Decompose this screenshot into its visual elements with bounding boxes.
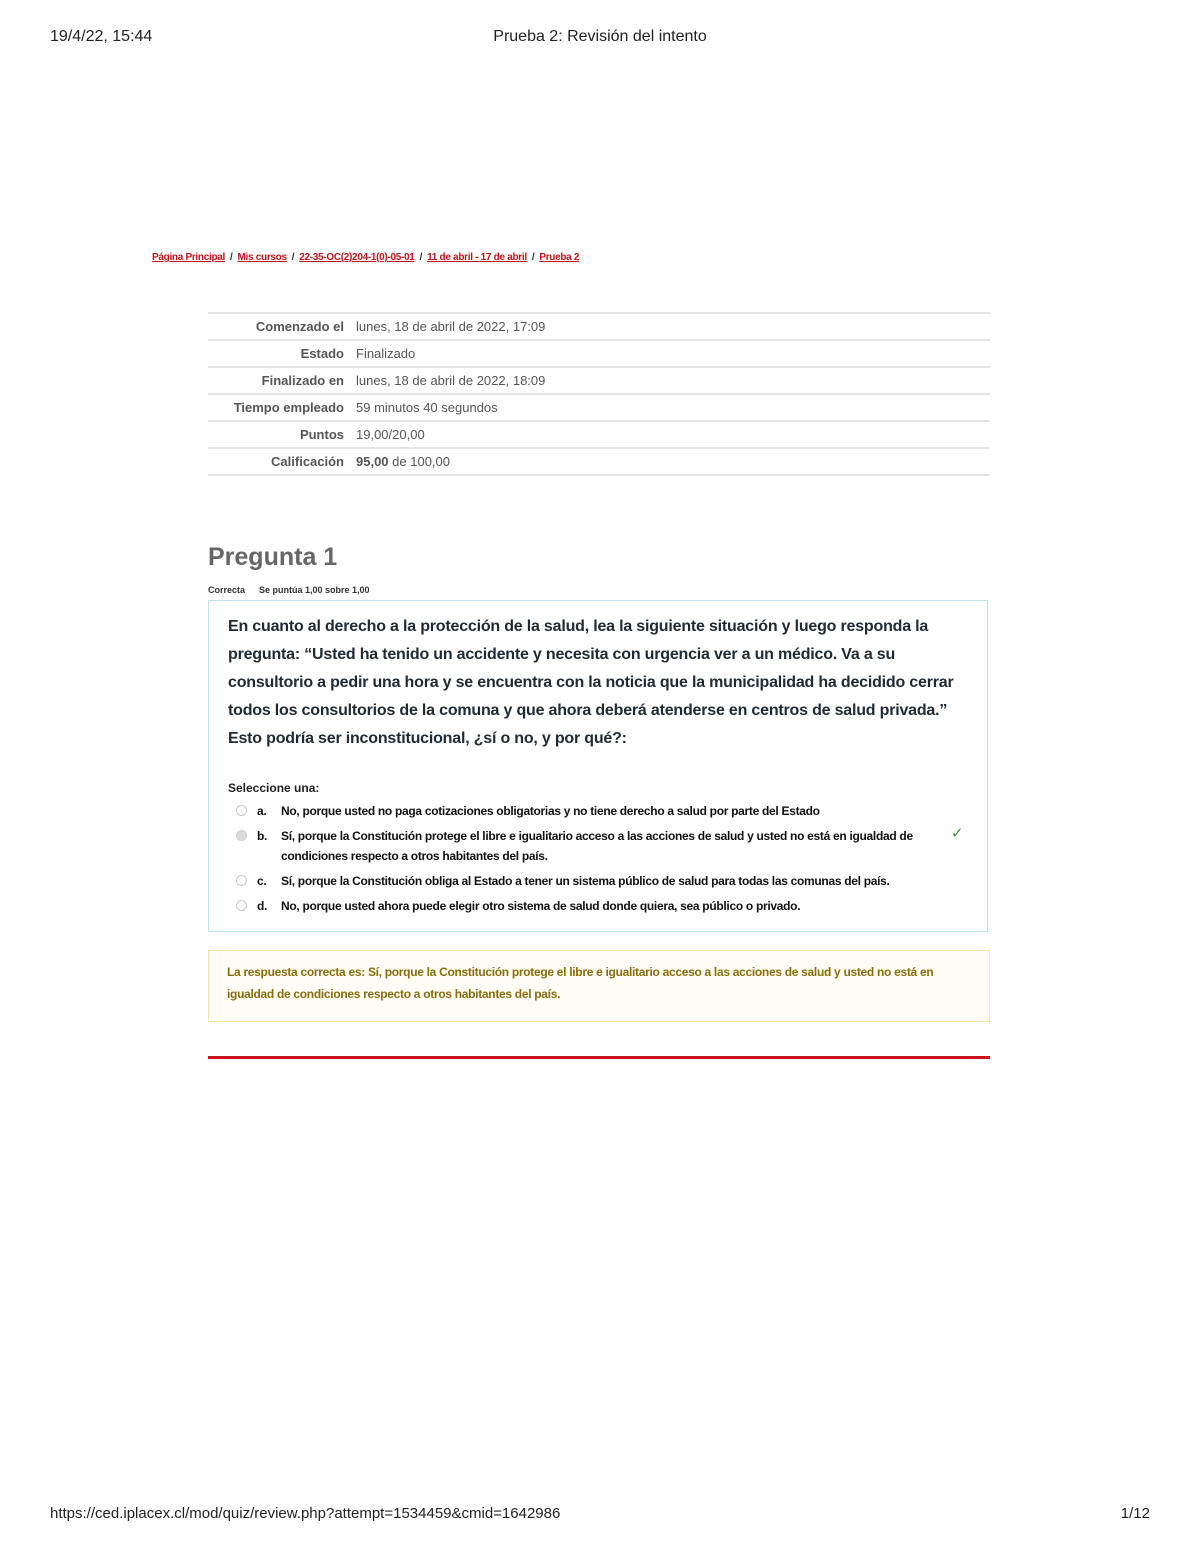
grade-score: 95,00 (356, 454, 389, 469)
breadcrumb-separator: / (419, 252, 423, 263)
section-divider (208, 1056, 990, 1059)
question-grade: Se puntúa 1,00 sobre 1,00 (259, 585, 370, 595)
print-url: https://ced.iplacex.cl/mod/quiz/review.php?attempt=1534459&cmid=1642986 (50, 1505, 561, 1522)
print-datetime: 19/4/22, 15:44 (50, 28, 153, 45)
summary-label: Estado (208, 340, 350, 367)
answer-letter: d. (257, 899, 268, 913)
question-box (208, 600, 988, 932)
check-icon: ✓ (951, 825, 964, 842)
answer-option-c[interactable] (233, 871, 973, 891)
answer-option-b[interactable] (233, 826, 973, 866)
breadcrumb-separator: / (291, 252, 295, 263)
question-state: Correcta (208, 585, 246, 595)
question-title: Pregunta 1 (208, 543, 338, 571)
answer-option-a[interactable] (233, 801, 973, 821)
summary-value (350, 448, 990, 475)
question-info (208, 585, 370, 595)
summary-value: Finalizado (350, 340, 990, 367)
breadcrumb-course[interactable]: 22-35-OC(2)204-1(0)-05-01 (299, 252, 415, 263)
summary-value: 59 minutos 40 segundos (350, 394, 990, 421)
summary-label: Comenzado el (208, 313, 350, 340)
summary-row-state (208, 340, 990, 367)
print-footer (50, 1505, 1150, 1529)
summary-label: Puntos (208, 421, 350, 448)
correct-answer-feedback (208, 950, 990, 1022)
attempt-summary-table (208, 312, 990, 476)
radio-button[interactable] (236, 875, 247, 886)
answer-letter: b. (257, 829, 268, 843)
question-text: En cuanto al derecho a la protección de la salud, lea la siguiente situación y luego responda la pregunta: “Usted ha tenido un accidente y necesita con urgencia ver a un médico. Va a su consultorio a pedir una hora y se encuentra con la noticia que la municipalidad ha decidido cerrar todos los consultorios de la comuna y que ahora deberá atenderse en centros de salud privada.” Esto podría ser inconstitucional, ¿sí o no, y por qué?: (228, 618, 954, 747)
breadcrumb-quiz[interactable]: Prueba 2 (539, 252, 580, 263)
summary-value: lunes, 18 de abril de 2022, 18:09 (350, 367, 990, 394)
answer-letter: a. (257, 804, 267, 818)
radio-button-selected[interactable] (236, 830, 247, 841)
radio-button[interactable] (236, 805, 247, 816)
select-prompt: Seleccione una: (228, 781, 320, 795)
breadcrumb (152, 252, 852, 263)
summary-row-grade (208, 448, 990, 475)
answer-text: No, porque usted ahora puede elegir otro sistema de salud donde quiera, sea público o privado. (281, 899, 801, 913)
breadcrumb-home[interactable]: Página Principal (152, 252, 226, 263)
breadcrumb-separator: / (230, 252, 233, 263)
print-header (50, 28, 1150, 52)
summary-value: lunes, 18 de abril de 2022, 17:09 (350, 313, 990, 340)
summary-label: Finalizado en (208, 367, 350, 394)
feedback-text: La respuesta correcta es: Sí, porque la Constitución protege el libre e igualitario acceso a las acciones de salud y usted no está en igualdad de condiciones respecto a otros habitantes del país. (227, 965, 934, 1001)
radio-button[interactable] (236, 900, 247, 911)
summary-row-marks (208, 421, 990, 448)
print-page-title: Prueba 2: Revisión del intento (493, 28, 707, 45)
answer-letter: c. (257, 874, 267, 888)
grade-out-of: de 100,00 (388, 454, 450, 469)
answer-text: Sí, porque la Constitución protege el libre e igualitario acceso a las acciones de salud y usted no está en igualdad de condiciones respecto a otros habitantes del país. (281, 829, 913, 863)
answer-text: No, porque usted no paga cotizaciones obligatorias y no tiene derecho a salud por parte del Estado (281, 804, 820, 818)
summary-row-time-taken (208, 394, 990, 421)
answer-list (233, 801, 973, 921)
breadcrumb-week[interactable]: 11 de abril - 17 de abril (427, 252, 527, 263)
summary-value: 19,00/20,00 (350, 421, 990, 448)
answer-text: Sí, porque la Constitución obliga al Estado a tener un sistema público de salud para todas las comunas del país. (281, 874, 890, 888)
answer-option-d[interactable] (233, 896, 973, 916)
breadcrumb-separator: / (531, 252, 535, 263)
breadcrumb-my-courses[interactable]: Mis cursos (237, 252, 287, 263)
summary-row-started (208, 313, 990, 340)
summary-label: Calificación (208, 448, 350, 475)
summary-label: Tiempo empleado (208, 394, 350, 421)
print-page-number: 1/12 (1120, 1505, 1150, 1522)
summary-row-finished (208, 367, 990, 394)
